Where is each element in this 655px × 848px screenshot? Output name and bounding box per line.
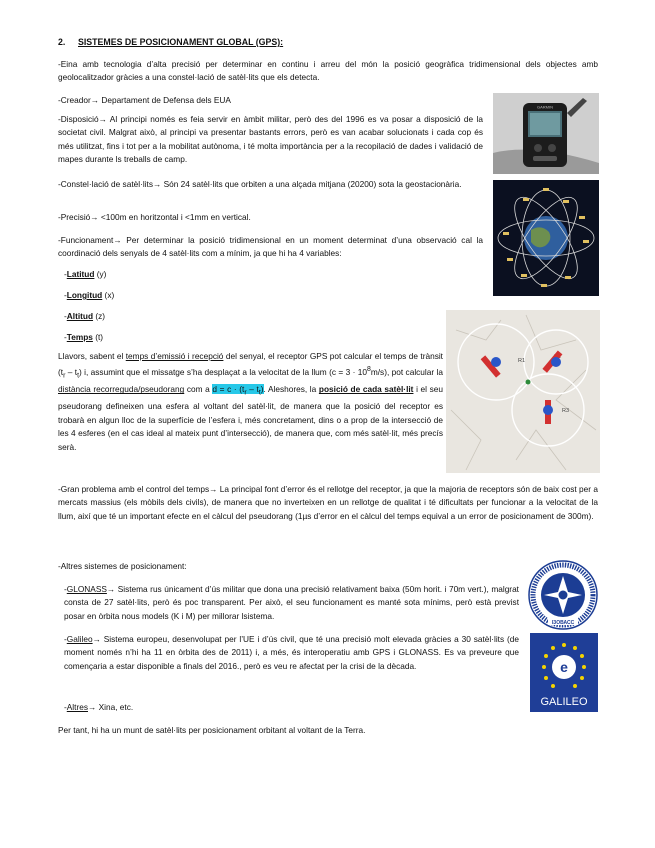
glonass-emblem (528, 560, 598, 630)
altres-paragraph (64, 701, 133, 714)
arrow: → (98, 114, 107, 124)
constellation-illustration (493, 180, 599, 296)
creador-label: -Creador (58, 95, 91, 105)
dash: - (64, 584, 67, 594)
radius-label: R3 (562, 408, 570, 414)
glonass-text: Sistema rus únicament d’ús militar que dona una precisió relativament baixa (50m horit. i 70m vert.), malgrat consta de 27 satèl·lits, però és poc transparent. Per això, el seu funcionament es manté sota mínims, però està previst posar en òrbita nous models (K i M) per millorar lsistema. (64, 584, 519, 621)
arrow: → (153, 179, 162, 189)
creador-paragraph (58, 94, 483, 107)
glonass-logo-text: IЗОВАСС (551, 620, 575, 626)
arrow: → (92, 634, 101, 644)
underlined-term: distància recorreguda/pseudorang (58, 384, 185, 395)
underlined-term: temps d’emissió i recepció (125, 351, 224, 361)
trilateration-diagram (446, 310, 600, 473)
subscript: t (258, 389, 261, 397)
precisio-label: -Precisió (58, 212, 91, 222)
problema-paragraph (58, 483, 598, 523)
text-run: . Aleshores, la (263, 384, 319, 395)
subscript: t (77, 372, 79, 380)
satellite-constellation-image (493, 180, 599, 296)
variable-name: Latitud (66, 269, 95, 279)
galileo-logo (530, 633, 598, 712)
section-number: 2. (58, 37, 66, 47)
galileo-paragraph (64, 633, 519, 673)
funcionament-label: -Funcionament (58, 235, 114, 245)
constelacio-label: -Constel·lació de satèl·lits (58, 179, 153, 189)
dash: - (64, 702, 67, 712)
arrow: → (113, 235, 122, 245)
galileo-label: Galileo (66, 634, 93, 644)
subscript: r (244, 389, 247, 397)
creador-text: Departament de Defensa dels EUA (99, 95, 231, 105)
glonass-logo (528, 560, 598, 630)
variable-item: -Temps (t) (64, 332, 104, 342)
pseudorange-formula (212, 384, 264, 397)
variable-unit: (z) (93, 311, 106, 321)
funcionament-paragraph (58, 234, 483, 261)
text-run: m/s), pot calcular la (370, 367, 443, 378)
arrow: → (209, 484, 218, 494)
variable-name: Temps (66, 332, 93, 342)
variable-item: -Latitud (y) (64, 269, 107, 279)
precisio-paragraph (58, 211, 483, 224)
variable-unit: (x) (102, 290, 115, 300)
problema-text: La principal font d’error és el rellotge del receptor, ja que la majoria de receptors són de baix cost per a mercats massius (els mòbils dels civils), de manera que no inverteixen en un rellotge de qualitat i té dificultats per funcionar a la velocitat de la llum, així que té un important efecte en el càlcul del pseudorang (1µs d’error en el càlcul del temps equival a un error de posicionament de 300m). (58, 484, 598, 521)
arrow: → (87, 702, 97, 712)
intro-paragraph: -Eina amb tecnologia d’alta precisió per determinar en continu i arreu del món la posició geogràfica tridimensional dels objectes amb geolocalitzador gràcies a una constel·lació de satèl·lits que els detecta. (58, 59, 598, 83)
underlined-term: posició de cada satèl·lit (318, 384, 414, 395)
radius-label: R1 (518, 358, 526, 364)
section-title: SISTEMES DE POSICIONAMENT GLOBAL (GPS): (78, 37, 284, 47)
problema-label: -Gran problema amb el control del temps (58, 484, 210, 494)
disposicio-label: -Disposició (58, 114, 99, 124)
constelacio-paragraph (58, 178, 483, 191)
disposicio-text: Al principi només es feia servir en àmbit militar, però des del 1996 es va posar a disposició de la societat civil. Malgrat això, al principi va presentar bastants errors, però es van acabar solucionats i cada cop és més utilitzat, fins i tot per a la mobilitat autònoma, i té molta importància per a la recopilació de dades i validació de mapes durante ls treballs de camp. (58, 114, 483, 165)
glonass-label: GLONASS (66, 584, 107, 594)
svg-text:e: e (560, 659, 568, 675)
galileo-emblem (530, 633, 598, 712)
variable-unit: (y) (94, 269, 107, 279)
funcionament-text: Per determinar la posició tridimensional en un moment determinat d’una observació cal la coordinació dels senyals de 4 satèl·lits com a mínim, ja que hi ha 4 variables: (58, 235, 483, 259)
text-run: ) i, assumint que el missatge s’ha desplaçat a la velocitat de la llum (c = 3 · 10 (79, 367, 367, 378)
device-brand: GARMIN (537, 104, 553, 110)
glonass-paragraph (64, 583, 519, 623)
arrow: → (90, 95, 100, 105)
dash: - (64, 634, 67, 644)
altres-label: Altres (66, 702, 88, 712)
receptor-marker (526, 380, 531, 385)
superscript: 8 (366, 366, 371, 374)
variable-name: Altitud (66, 311, 94, 321)
disposicio-paragraph (58, 113, 483, 167)
text-run: del senyal, el receptor GPS pot calcular el temps de trànsit (t (58, 351, 443, 378)
text-run: Llavors, sabent el (58, 351, 126, 361)
galileo-text: Sistema europeu, desenvolupat per l’UE i d’ús civil, que té una precisió molt elevada gràcies a 30 satèl·lits (de moment només n’hi ha 11 en òrbita des de 2011) i, a més, és interoperatiu amb GPS i GLONASS. Es va preveure que començaria a estar disponible a finals del 2016., però es veu re afectat per la crisi de la dècada. (64, 634, 519, 671)
trilateration-illustration (446, 310, 600, 473)
arrow: → (106, 584, 116, 594)
altres-heading: -Altres sistemes de posicionament: (58, 561, 187, 571)
formula-part: d = c · (t (212, 384, 245, 395)
precisio-text: <100m en horitzontal i <1mm en vertical. (98, 212, 251, 222)
gps-device-image (493, 93, 599, 174)
formula-part: ) (260, 384, 264, 395)
text-run: i el seu pseudorang defineixen una esfera al voltant del satèl·lit, de manera que la posició del receptor es trobarà en algun lloc de la superfície de l’esfera i, més concretament, dins o a prop de la intersecció de les 4 esferes (en el cas ideal al mateix punt d’intersecció), de manera que, com més satèl·lit, més precís serà. (58, 384, 443, 452)
variable-name: Longitud (66, 290, 103, 300)
variable-item: -Longitud (x) (64, 290, 115, 300)
section-heading (58, 37, 283, 47)
subscript: r (63, 372, 66, 380)
altres-text: Xina, etc. (96, 702, 134, 712)
variable-item: -Altitud (z) (64, 311, 106, 321)
conclusion-paragraph: Per tant, hi ha un munt de satèl·lits per posicionament orbitant al voltant de la Terra. (58, 725, 366, 735)
formula-part: – t (246, 384, 259, 395)
arrow: → (90, 212, 99, 222)
text-run: com a (184, 384, 213, 395)
gps-device-illustration (493, 93, 599, 174)
constelacio-text: Són 24 satèl·lits que orbiten a una alçada mitjana (20200) sota la geostacionària. (161, 179, 462, 189)
llavors-paragraph (58, 350, 443, 454)
galileo-logo-text: GALILEO (540, 696, 588, 708)
text-run: – t (65, 367, 78, 378)
variable-unit: (t) (92, 332, 104, 342)
